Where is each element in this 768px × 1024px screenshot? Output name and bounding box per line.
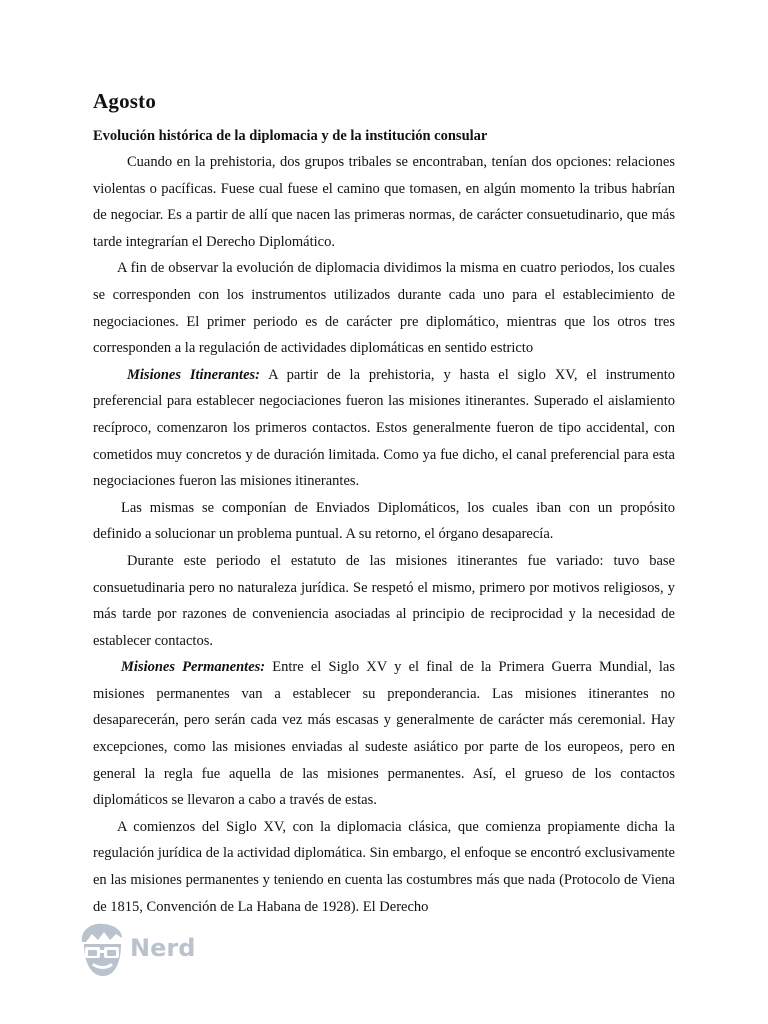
document-body	[93, 86, 675, 920]
nerd-mascot-icon	[76, 920, 128, 980]
paragraph-lead: Misiones Permanentes:	[121, 659, 266, 676]
paragraph	[93, 149, 675, 255]
paragraph-text: Las mismas se componían de Enviados Diplomáticos, los cuales iban con un propósito definido a solucionar un problema puntual. A su retorno, el órgano desaparecía.	[93, 499, 675, 543]
paragraph-text: Durante este periodo el estatuto de las misiones itinerantes fue variado: tuvo base consuetudinaria pero no naturaleza jurídica. Se respetó el mismo, primero por motivos religiosos, y más tarde por razones de conveniencia asociadas al principio de reciprocidad y la necesidad de establecer contactos.	[93, 552, 675, 649]
paragraph-lead: Misiones Itinerantes:	[127, 366, 260, 383]
paragraph	[93, 548, 675, 654]
paragraph-text: A fin de observar la evolución de diplomacia dividimos la misma en cuatro periodos, los cuales se corresponden con los instrumentos utilizados durante cada uno para el establecimiento de negociaciones. El primer periodo es de carácter pre diplomático, mientras que los otros tres corresponden a la regulación de actividades diplomáticas en sentido estricto	[93, 260, 675, 357]
paragraph-text: A partir de la prehistoria, y hasta el siglo XV, el instrumento preferencial para establecer negociaciones fueron las misiones itinerantes. Superado el aislamiento recíproco, comenzaron los primeros contactos. Estos generalmente fueron de tipo accidental, con cometidos muy concretos y de duración limitada. Como ya fue dicho, el canal preferencial para esta negociaciones fueron las misiones itinerantes.	[93, 366, 675, 490]
watermark-logo	[76, 920, 206, 982]
paragraph	[93, 814, 675, 920]
paragraph-text: A comienzos del Siglo XV, con la diplomacia clásica, que comienza propiamente dicha la regulación jurídica de la actividad diplomática. Sin embargo, el enfoque se encontró exclusivamente en las misiones permanentes y teniendo en cuenta las costumbres más que nada (Protocolo de Viena de 1815, Convención de La Habana de 1928). El Derecho	[93, 818, 675, 915]
paragraph-text: Entre el Siglo XV y el final de la Primera Guerra Mundial, las misiones permanentes van a establecer su preponderancia. Las misiones itinerantes no desaparecerán, pero serán cada vez más escasas y generalmente de carácter más ceremonial. Hay excepciones, como las misiones enviadas al sudeste asiático por parte de los europeos, pero en general la regla fue aquella de las misiones permanentes. Así, el grueso de los contactos diplomáticos se llevaron a cabo a través de estas.	[93, 659, 675, 809]
section-subtitle: Evolución histórica de la diplomacia y de la institución consular	[93, 128, 488, 144]
paragraph	[93, 255, 675, 361]
paragraph-text: Cuando en la prehistoria, dos grupos tribales se encontraban, tenían dos opciones: relaciones violentas o pacíficas. Fuese cual fuese el camino que tomasen, en algún momento la tribus habrían de negociar. Es a partir de allí que nacen las primeras normas, de carácter consuetudinario, que más tarde integrarían el Derecho Diplomático.	[93, 154, 675, 250]
watermark-label: Nerd	[130, 934, 196, 962]
paragraph	[93, 362, 675, 495]
page-title: Agosto	[93, 89, 157, 113]
paragraph	[93, 654, 675, 814]
paragraph	[93, 495, 675, 548]
